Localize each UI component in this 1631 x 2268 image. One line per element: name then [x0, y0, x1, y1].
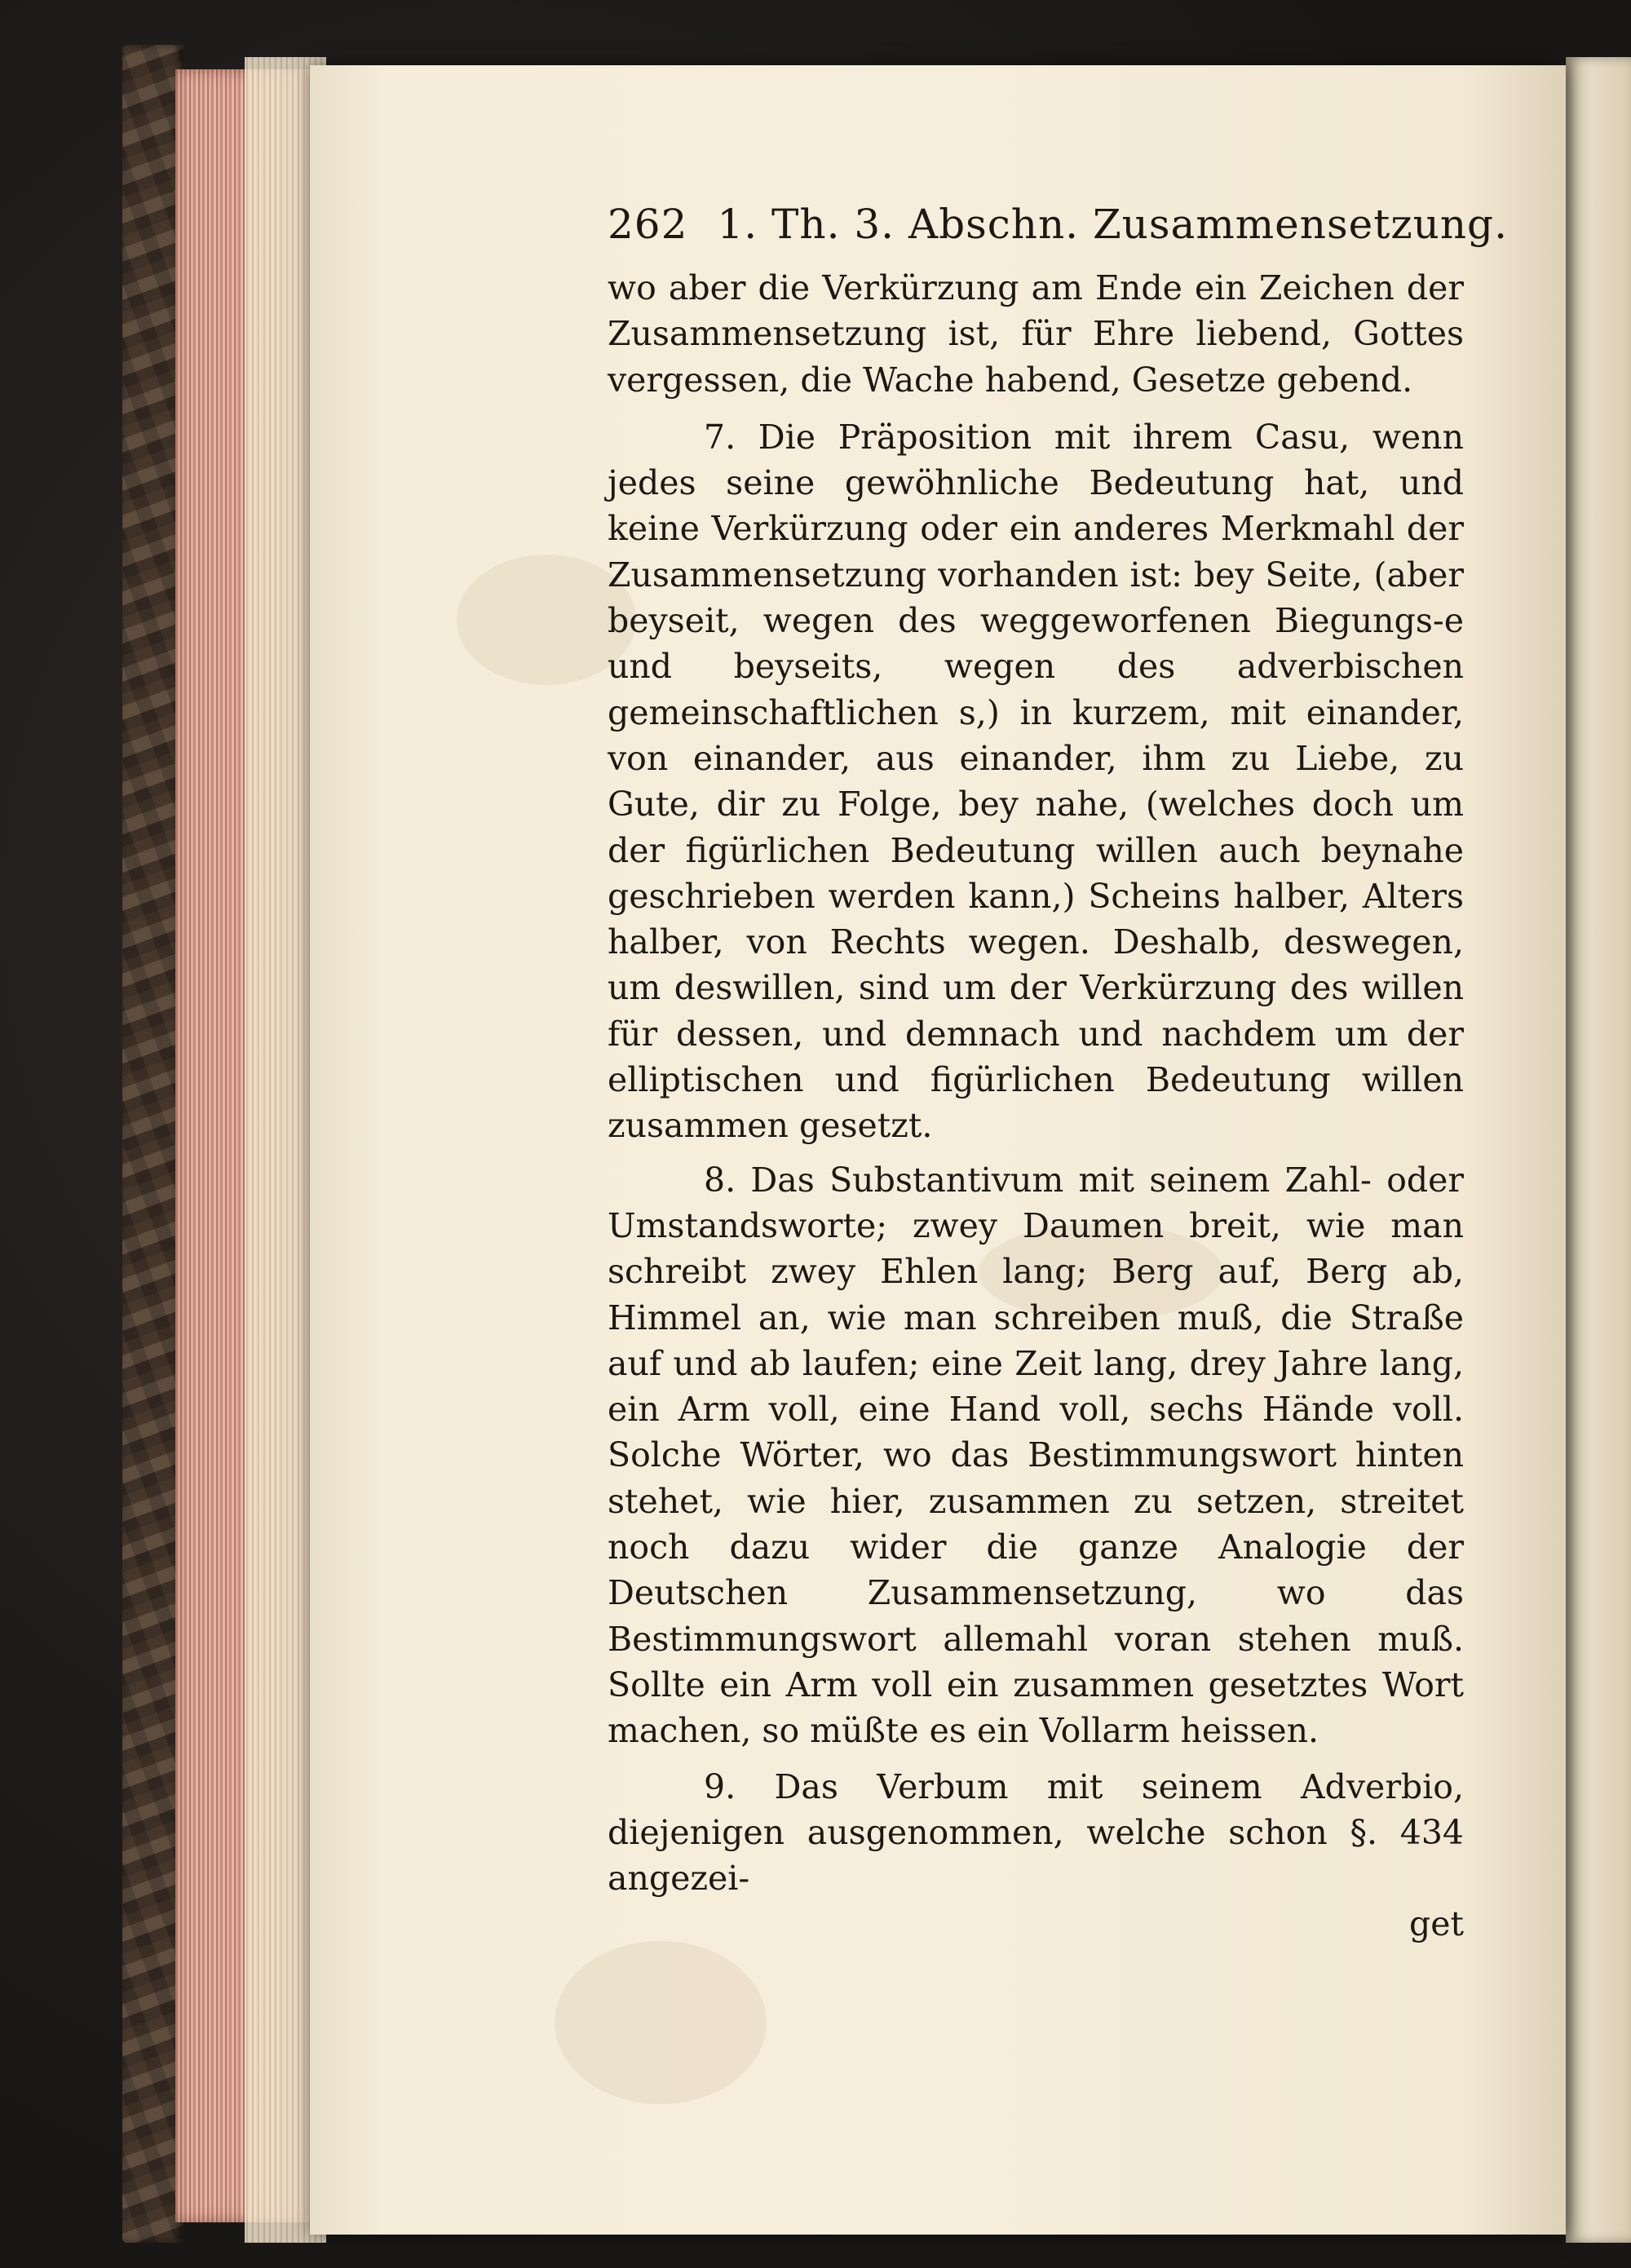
paper-stain — [555, 1941, 767, 2104]
paragraph-continued: wo aber die Verkürzung am Ende ein Zeichen der Zusammensetzung ist, für Ehre liebend, Gottes vergessen, die Wache habend, Gesetze gebend. — [608, 268, 1464, 400]
paragraph-9: 9. Das Verbum mit seinem Adverbio, diejenigen ausgenommen, welche schon §. 434 angezei- — [608, 1766, 1464, 1899]
running-title: 1. Th. 3. Abschn. Zusammensetzung. — [717, 201, 1508, 248]
paragraph-7: 7. Die Präposition mit ihrem Casu, wenn jedes seine gewöhnliche Bedeutung hat, und keine Verkürzung oder ein anderes Merkmahl der Zusammensetzung vorhanden ist: bey Seite, (aber beyseit, wegen des weggeworfenen Biegungs-e und beyseits, wegen des adverbischen gemeinschaftlichen s,) in kurzem, mit einander, von einander, aus einander, ihm zu Liebe, zu Gute, dir zu Folge, bey nahe, (welches doch um der figürlichen Bedeutung willen auch beynahe geschrieben werden kann,) Scheins halber, Alters halber, von Rechts wegen. Deshalb, deswegen, um deswillen, sind um der Verkürzung des willen für dessen, und demnach und nachdem um der elliptischen und figürlichen Bedeutung willen zusammen gesetzt. — [608, 417, 1464, 1146]
facing-page — [1566, 57, 1631, 2243]
page-text — [608, 192, 1508, 1947]
running-header — [608, 192, 1508, 257]
paragraph-8: 8. Das Substantivum mit seinem Zahl- oder Umstandsworte; zwey Daumen breit, wie man schreibt zwey Ehlen lang; Berg auf, Berg ab, Himmel an, wie man schreiben muß, die Straße auf und ab laufen; eine Zeit lang, drey Jahre lang, ein Arm voll, eine Hand voll, sechs Hände voll. Solche Wörter, wo das Bestimmungswort hinten stehet, wie hier, zusammen zu setzen, streitet noch dazu wider die ganze Analogie der Deutschen Zusammensetzung, wo das Bestimmungswort allemahl voran stehen muß. Sollte ein Arm voll ein zusammen gesetztes Wort machen, so müßte es ein Vollarm heissen. — [608, 1160, 1464, 1751]
catchword: get — [1409, 1904, 1464, 1944]
marbled-cover — [122, 45, 183, 2243]
page-number: 262 — [608, 201, 688, 248]
